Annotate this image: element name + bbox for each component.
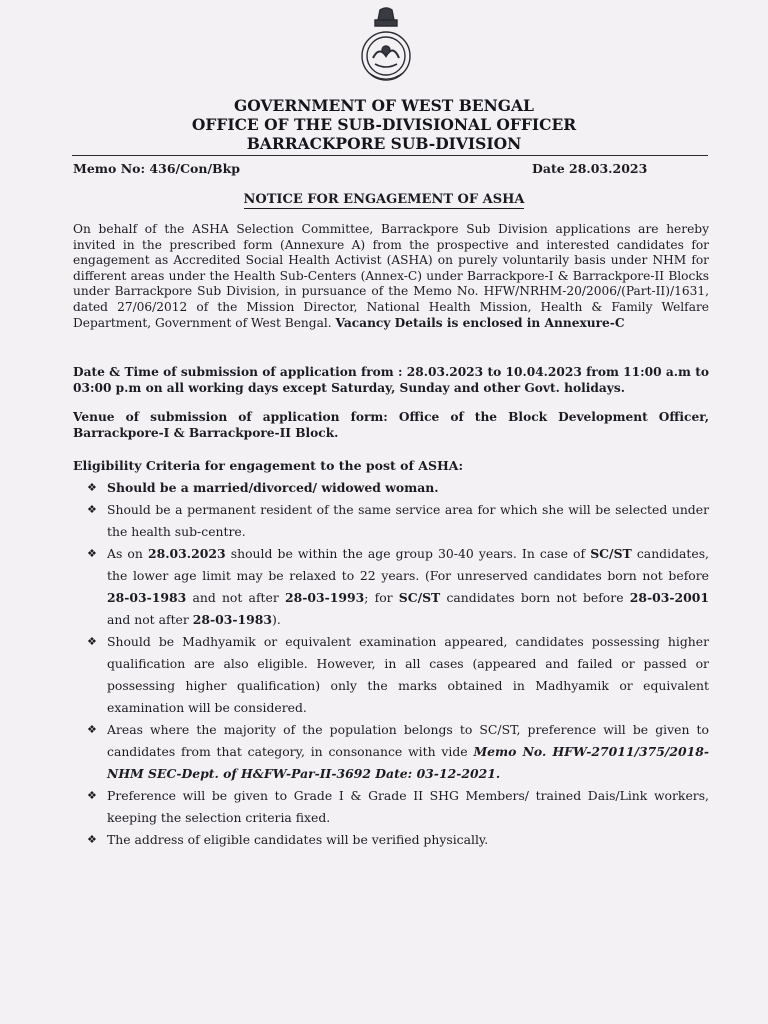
list-item xyxy=(73,477,709,499)
memo-number: Memo No: 436/Con/Bkp xyxy=(73,161,240,176)
submission-time: Date & Time of submission of application from : 28.03.2023 to 10.04.2023 from 11:00 a.m to 03:00 p.m on all working days except Saturday, Sunday and other Govt. holidays. xyxy=(73,365,709,395)
criterion-text: Should be a married/divorced/ widowed woman. xyxy=(107,480,439,495)
criterion-text: ). xyxy=(272,612,281,627)
list-item xyxy=(73,785,709,829)
intro-vacancy-note: Vacancy Details is enclosed in Annexure-C xyxy=(335,315,625,330)
criterion-text: and not after xyxy=(186,590,285,605)
eligibility-heading: Eligibility Criteria for engagement to the post of ASHA: xyxy=(73,458,464,473)
list-item xyxy=(73,829,709,851)
criterion-bold: SC/ST xyxy=(398,590,441,605)
criterion-memo-reference: Memo No. HFW-27011/375/2018-NHM SEC-Dept. of H&FW-Par-II-3692 Date: 03-12-2021. xyxy=(107,744,709,781)
intro-text: On behalf of the ASHA Selection Committee, Barrackpore Sub Division applications are hereby invited in the prescribed form (Annexure A) from the prospective and interested candidates for engagement as Accredited Social Health Activist (ASHA) on purely voluntarily basis under NHM for different areas under the Health Sub-Centers (Annex-C) under Barrackpore-I & Barrackpore-II Blocks under Barrackpore Sub Division, in pursuance of the Memo No. HFW/NRHM-20/2006/(Part-II)/1631, dated 27/06/2012 of the Mission Director, National Health Mission, Health & Family Welfare Department, Government of West Bengal. xyxy=(73,222,709,330)
criterion-text: ; for xyxy=(364,590,399,605)
diamond-bullet-icon: ❖ xyxy=(87,481,97,494)
list-item xyxy=(73,499,709,543)
list-item xyxy=(73,543,709,631)
header-subdivision: BARRACKPORE SUB-DIVISION xyxy=(246,134,522,153)
diamond-bullet-icon: ❖ xyxy=(87,789,97,802)
list-item xyxy=(73,631,709,719)
header-office: OFFICE OF THE SUB-DIVISIONAL OFFICER xyxy=(191,115,577,134)
criterion-text: Should be Madhyamik or equivalent examination appeared, candidates possessing higher qualification are also eligible. However, in all cases (appeared and failed or passed or possessing higher qualification) only the marks obtained in Madhyamik or equivalent examination will be considered. xyxy=(107,634,709,715)
criterion-text: candidates, the lower age limit may be relaxed to 22 years. (For unreserved candidates born not before xyxy=(107,546,709,583)
criterion-bold: 28-03-2001 xyxy=(629,590,709,605)
criterion-text: candidates born not before xyxy=(440,590,630,605)
criterion-text: Preference will be given to Grade I & Grade II SHG Members/ trained Dais/Link workers, keeping the selection criteria fixed. xyxy=(107,788,709,825)
submission-venue: Venue of submission of application form: Office of the Block Development Officer, Barrackpore-I & Barrackpore-II Block. xyxy=(73,410,709,440)
diamond-bullet-icon: ❖ xyxy=(87,547,97,560)
criterion-text: and not after xyxy=(107,612,193,627)
criterion-bold: 28-03-1993 xyxy=(284,590,365,605)
criterion-bold: 28-03-1983 xyxy=(107,590,187,605)
criterion-text: Areas where the majority of the population belongs to SC/ST, preference will be given to candidates from that category, in consonance with vide xyxy=(107,722,709,759)
header-government: GOVERNMENT OF WEST BENGAL xyxy=(234,96,534,115)
diamond-bullet-icon: ❖ xyxy=(87,503,97,516)
criterion-text: The address of eligible candidates will be verified physically. xyxy=(107,832,489,847)
notice-title-text: NOTICE FOR ENGAGEMENT OF ASHA xyxy=(243,192,525,207)
intro-paragraph xyxy=(73,222,709,331)
diamond-bullet-icon: ❖ xyxy=(87,833,97,846)
criterion-bold: SC/ST xyxy=(590,546,632,561)
state-emblem-icon xyxy=(353,6,419,90)
criterion-text: should be within the age group 30-40 years. In case of xyxy=(225,546,591,561)
diamond-bullet-icon: ❖ xyxy=(87,723,97,736)
diamond-bullet-icon: ❖ xyxy=(87,635,97,648)
criterion-bold: 28-03-1983 xyxy=(192,612,273,627)
criterion-text: Should be a permanent resident of the same service area for which she will be selected under the health sub-centre. xyxy=(107,502,709,539)
list-item xyxy=(73,719,709,785)
memo-date: Date 28.03.2023 xyxy=(532,161,648,176)
notice-title xyxy=(0,192,768,207)
eligibility-list xyxy=(73,477,709,851)
criterion-bold: 28.03.2023 xyxy=(148,546,226,561)
header-divider xyxy=(72,155,708,156)
criterion-text: As on xyxy=(107,546,148,561)
